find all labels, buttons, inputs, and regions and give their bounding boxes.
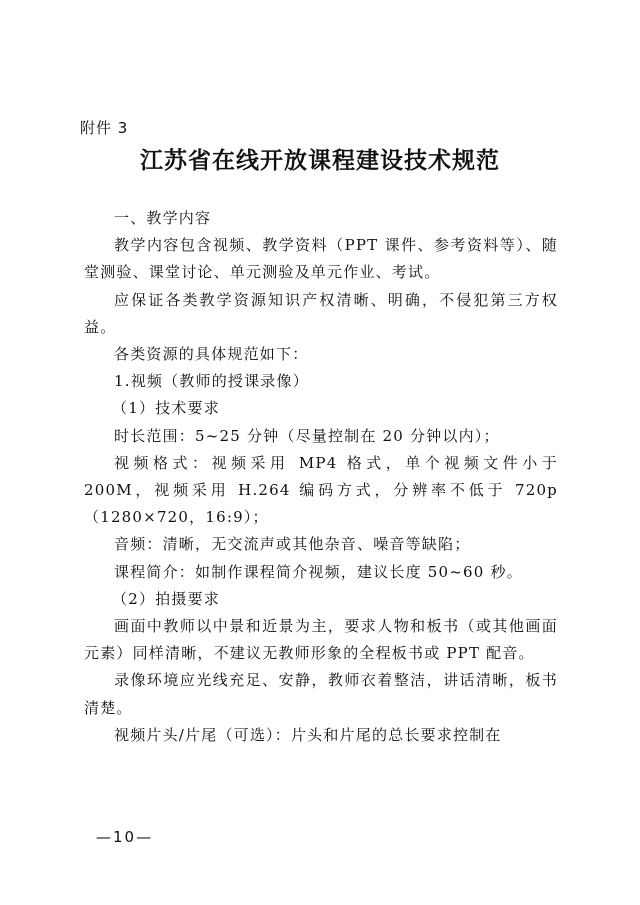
paragraph: 课程简介：如制作课程简介视频，建议长度 50~60 秒。 <box>114 562 523 581</box>
paragraph: 音频：清晰，无交流声或其他杂音、噪音等缺陷； <box>114 535 471 554</box>
section-heading-teaching-content: 一、教学内容 <box>114 209 212 227</box>
paragraph: 应保证各类教学资源知识产权清晰、明确，不侵犯第三方权益。 <box>84 290 558 336</box>
paragraph: 时长范围：5~25 分钟（尽量控制在 20 分钟以内）； <box>114 426 500 445</box>
subsection-heading-video: 1.视频（教师的授课录像） <box>114 372 309 391</box>
paragraph: 画面中教师以中景和近景为主，要求人物和板书（或其他画面元素）同样清晰，不建议无教师形象的全程板书或 PPT 配音。 <box>84 617 558 663</box>
paragraph: 各类资源的具体规范如下： <box>114 345 309 364</box>
attachment-label: 附件 3 <box>80 119 129 137</box>
paragraph: 视频格式：视频采用 MP4 格式，单个视频文件小于 200M，视频采用 H.264 编码方式，分辨率不低于 720p（1280×720，16:9）； <box>84 453 564 527</box>
paragraph: 教学内容包含视频、教学资料（PPT 课件、参考资料等）、随堂测验、课堂讨论、单元测验及单元作业、考试。 <box>84 236 558 282</box>
subsection-heading-technical-requirements: （1）技术要求 <box>112 399 220 418</box>
paragraph: 视频片头/片尾（可选）：片头和片尾的总长要求控制在 <box>114 725 502 744</box>
document-title: 江苏省在线开放课程建设技术规范 <box>140 147 500 174</box>
subsection-heading-shooting-requirements: （2）拍摄要求 <box>112 589 220 608</box>
paragraph: 录像环境应光线充足、安静，教师衣着整洁，讲话清晰，板书清楚。 <box>84 671 558 717</box>
document-body <box>84 205 564 749</box>
page-number: —10— <box>96 828 154 846</box>
